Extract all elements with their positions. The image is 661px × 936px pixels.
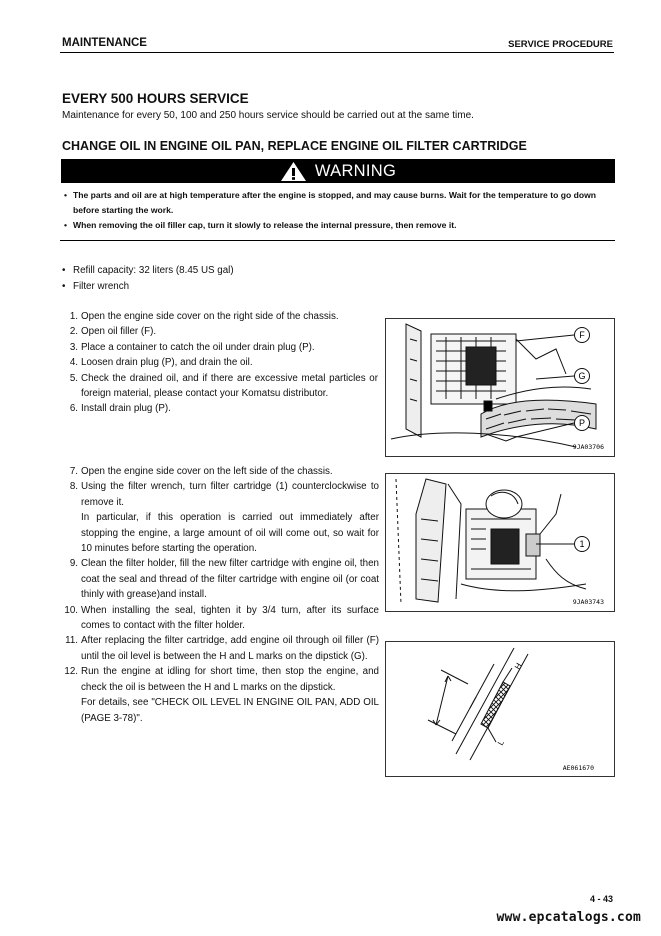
procedure-step: [62, 464, 379, 479]
step-number: 10.: [64, 604, 78, 616]
step-text: When installing the seal, tighten it by 3/4 turn, after its surface comes to contact with the filter holder.: [81, 604, 379, 632]
procedure-step: [62, 309, 378, 324]
figure-engine-left-side: [385, 473, 615, 612]
step-text: Place a container to catch the oil under drain plug (P).: [81, 341, 315, 353]
warning-item-text: When removing the oil filler cap, turn it slowly to release the internal pressure, then remove it.: [73, 220, 457, 230]
warning-label: WARNING: [314, 161, 397, 180]
step-number: 7.: [69, 466, 78, 477]
header-chapter-label: SERVICE PROCEDURE: [508, 39, 613, 50]
section-title: EVERY 500 HOURS SERVICE: [62, 91, 249, 106]
bullet: •: [62, 281, 66, 292]
warning-item: [64, 188, 616, 218]
warning-divider: [60, 240, 615, 241]
figure-engine-right-side: [385, 318, 615, 457]
warning-triangle-icon: [280, 161, 307, 182]
task-title: CHANGE OIL IN ENGINE OIL PAN, REPLACE ENGINE OIL FILTER CARTRIDGE: [62, 139, 527, 153]
step-text: Open the engine side cover on the right side of the chassis.: [81, 311, 339, 322]
procedure-step: [62, 603, 379, 634]
requirement-text: Filter wrench: [73, 281, 130, 292]
step-text: Open the engine side cover on the left side of the chassis.: [81, 466, 333, 477]
step-text: After replacing the filter cartridge, add engine oil through oil filler (F) until the oil level is between the H and L marks on the dipstick (G).: [81, 635, 379, 662]
requirement-text: Refill capacity: 32 liters (8.45 US gal): [73, 265, 234, 276]
step-text: Loosen drain plug (P), and drain the oil.: [81, 357, 253, 369]
watermark: www.epcatalogs.com: [496, 910, 641, 925]
step-text: Install drain plug (P).: [81, 403, 171, 415]
step-number: 8.: [69, 481, 78, 493]
bullet: •: [62, 265, 66, 276]
figure-dipstick: [385, 641, 615, 777]
requirement-item: [62, 263, 234, 279]
procedure-step: [62, 371, 378, 402]
mark-l: L: [495, 738, 506, 747]
engine-right-side-illustration: [386, 319, 614, 456]
step-number: 4.: [69, 357, 78, 369]
engine-left-side-illustration: [386, 474, 614, 611]
requirements-list: [62, 263, 234, 295]
warning-item-text: The parts and oil are at high temperature after the engine is stopped, and may cause burns. Wait for the temperature to go down before starting the work.: [73, 190, 597, 215]
warning-list: [64, 188, 616, 233]
procedure-step: [62, 556, 379, 602]
step-text: Using the filter wrench, turn filter cartridge (1) counterclockwise to remove it.: [81, 481, 379, 508]
section-subtitle: Maintenance for every 50, 100 and 250 hours service should be carried out at the same time.: [62, 110, 474, 121]
step-number: 12.: [64, 666, 78, 678]
procedure-step: [62, 633, 379, 664]
callout-f: F: [579, 330, 585, 340]
procedure-steps-left-side: [62, 464, 379, 726]
step-number: 3.: [69, 341, 78, 353]
warning-banner: [61, 159, 615, 183]
step-text: Run the engine at idling for short time, then stop the engine, and check the oil is between the H and L marks on the dipstick.: [81, 666, 379, 693]
procedure-step: [62, 664, 379, 726]
header-section-label: MAINTENANCE: [62, 37, 147, 49]
procedure-step: [62, 324, 378, 339]
callout-g: G: [578, 371, 586, 381]
dipstick-illustration: [386, 642, 614, 776]
bullet: •: [64, 220, 68, 230]
step-number: 11.: [65, 635, 78, 647]
procedure-step: [62, 479, 379, 556]
callout-1: 1: [579, 539, 585, 549]
warning-item: [64, 218, 616, 233]
figure-code: 9JA03743: [572, 598, 604, 606]
requirement-item: [62, 279, 234, 295]
step-number: 6.: [69, 403, 78, 415]
procedure-step: [62, 340, 378, 355]
callout-p: P: [578, 418, 586, 428]
figure-code: AE061670: [562, 764, 594, 772]
step-text: Check the drained oil, and if there are excessive metal particles or foreign material, please contact your Komatsu distributor.: [81, 372, 378, 400]
step-number: 9.: [69, 558, 78, 570]
step-note: For details, see "CHECK OIL LEVEL IN ENGINE OIL PAN, ADD OIL (PAGE 3-78)".: [81, 697, 379, 724]
header-divider: [60, 52, 614, 53]
step-text: Clean the filter holder, fill the new filter cartridge with engine oil, then coat the seal and thread of the filter cartridge with engine oil (or coat thinly with grease)and install.: [81, 558, 379, 601]
procedure-step: [62, 401, 378, 416]
figure-code: 9JA03706: [572, 443, 604, 451]
step-text: Open oil filler (F).: [81, 326, 157, 338]
bullet: •: [64, 190, 68, 200]
step-number: 2.: [69, 326, 78, 338]
step-note: In particular, if this operation is carried out immediately after stopping the engine, a large amount of oil will come out, so wait for 10 minutes before starting the operation.: [81, 512, 379, 555]
mark-h: H: [512, 661, 524, 671]
procedure-steps-right-side: [62, 309, 378, 417]
procedure-step: [62, 355, 378, 370]
step-number: 1.: [69, 311, 78, 322]
step-number: 5.: [69, 372, 78, 384]
page-number: 4 - 43: [589, 894, 613, 904]
